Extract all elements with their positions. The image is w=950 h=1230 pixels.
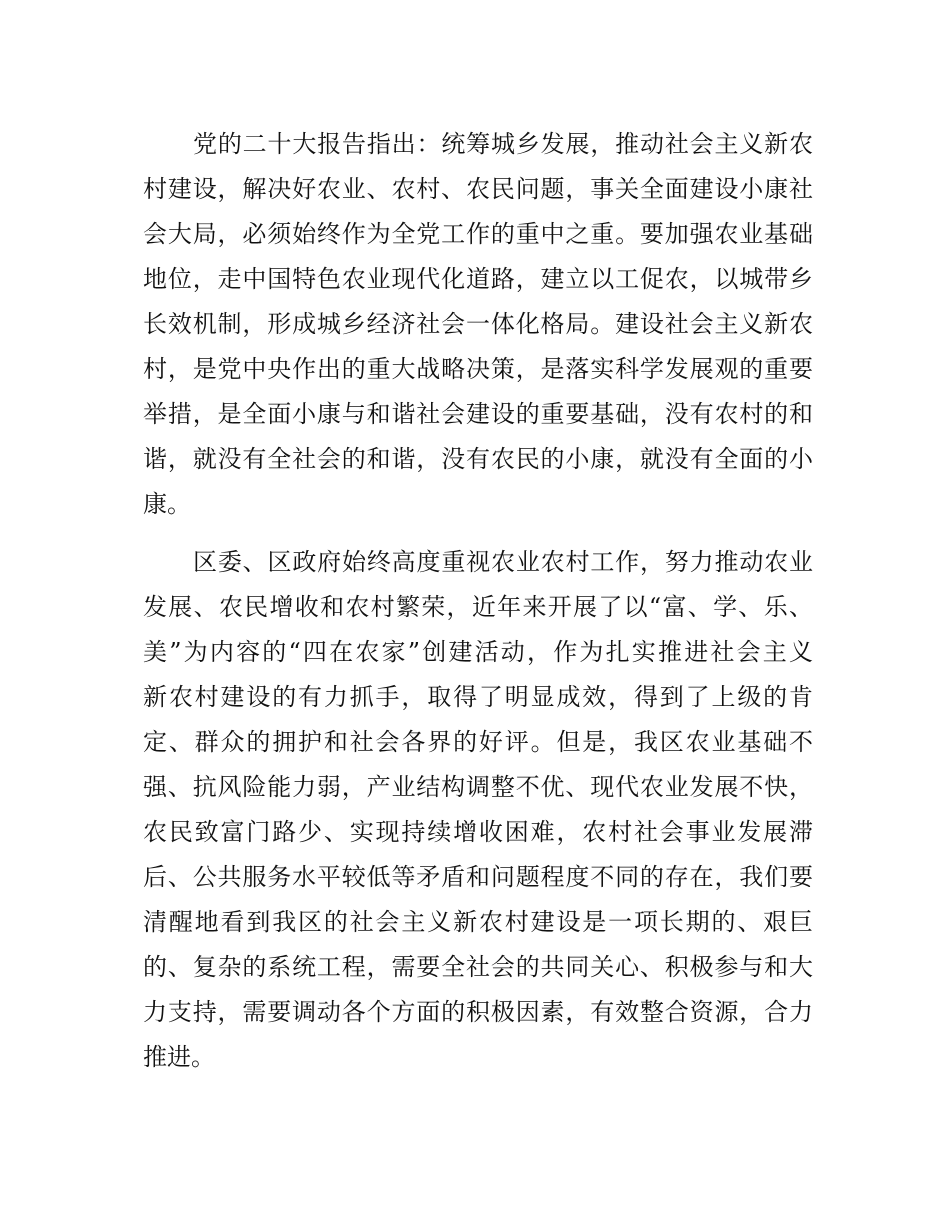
- paragraph-1: [143, 122, 813, 527]
- text-line: 清醒地看到我区的社会主义新农村建设是一项长期的、艰巨: [143, 908, 813, 936]
- text-line: 新农村建设的有力抓手，取得了明显成效，得到了上级的肯: [143, 683, 813, 711]
- text-line: 推进。: [143, 1043, 215, 1071]
- body-text: [143, 122, 813, 1080]
- text-line: 党的二十大报告指出：统筹城乡发展，推动社会主义新农: [193, 130, 813, 158]
- text-line: 会大局，必须始终作为全党工作的重中之重。要加强农业基础: [143, 220, 813, 248]
- text-line: 村建设，解决好农业、农村、农民问题，事关全面建设小康社: [143, 175, 813, 203]
- text-line: 美”为内容的“四在农家”创建活动，作为扎实推进社会主义: [143, 638, 813, 666]
- text-line: 后、公共服务水平较低等矛盾和问题程度不同的存在，我们要: [143, 863, 813, 891]
- text-line: 康。: [143, 490, 191, 518]
- text-line: 力支持，需要调动各个方面的积极因素，有效整合资源，合力: [143, 998, 813, 1026]
- paragraph-spacing: [143, 527, 813, 540]
- text-line: 长效机制，形成城乡经济社会一体化格局。建设社会主义新农: [143, 310, 813, 338]
- text-line: 的、复杂的系统工程，需要全社会的共同关心、积极参与和大: [143, 953, 813, 981]
- text-line: 强、抗风险能力弱，产业结构调整不优、现代农业发展不快，: [143, 773, 813, 801]
- text-line: 谐，就没有全社会的和谐，没有农民的小康，就没有全面的小: [143, 445, 813, 473]
- paragraph-2: [143, 540, 813, 1080]
- text-line: 农民致富门路少、实现持续增收困难，农村社会事业发展滞: [143, 818, 813, 846]
- text-line: 发展、农民增收和农村繁荣，近年来开展了以“富、学、乐、: [143, 593, 813, 621]
- text-line: 区委、区政府始终高度重视农业农村工作，努力推动农业: [193, 548, 813, 576]
- text-line: 举措，是全面小康与和谐社会建设的重要基础，没有农村的和: [143, 400, 813, 428]
- text-line: 地位，走中国特色农业现代化道路，建立以工促农，以城带乡: [143, 265, 813, 293]
- text-line: 定、群众的拥护和社会各界的好评。但是，我区农业基础不: [143, 728, 813, 756]
- text-line: 村，是党中央作出的重大战略决策，是落实科学发展观的重要: [143, 355, 813, 383]
